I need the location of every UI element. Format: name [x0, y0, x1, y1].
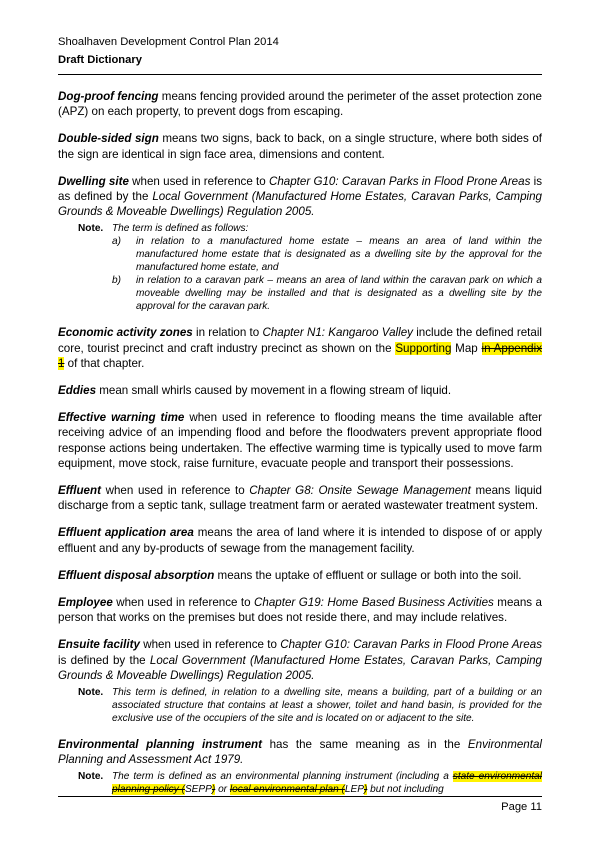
note-fragment: or: [215, 784, 230, 796]
entry-eddies: [58, 383, 542, 398]
definition-text: when used in reference to: [128, 174, 269, 188]
definition-text: when used in reference to: [100, 484, 250, 498]
term: Effluent disposal absorption: [58, 568, 215, 582]
note-environmental-planning-instrument: [78, 770, 542, 796]
term: Effective warning time: [58, 411, 185, 425]
chapter-reference: Chapter G8: Onsite Sewage Management: [249, 484, 471, 498]
term: Effluent: [58, 484, 101, 498]
note-fragment: LEP: [344, 784, 364, 796]
definition: when used in reference to flooding means the time available after receiving advice of an impending flood and before the floodwaters prevent appropriate flood response actions being undertaken. The effective warming time is typically used to move farm equipment, move stock, raise furniture, evacuate people and transport their possessions.: [58, 411, 542, 470]
definition-text: include the defined retail core, tourist precinct and craft industry precinct as shown on the: [58, 326, 542, 355]
definition-text: when used in reference to: [112, 596, 255, 610]
document-subtitle: Draft Dictionary: [58, 54, 542, 75]
term: Eddies: [58, 384, 97, 398]
chapter-reference: Chapter G19: Home Based Business Activities: [254, 596, 494, 610]
definition: means two signs, back to back, on a single structure, where both sides of the sign are identical in sign face area, dimensions and content.: [58, 132, 542, 161]
entry-effluent: [58, 483, 542, 513]
entry-employee: [58, 595, 542, 625]
dictionary-body: [58, 89, 542, 796]
note-row: [78, 770, 542, 796]
act-reference: Environmental Planning and Assessment Act 1979.: [58, 738, 542, 767]
term: Dog-proof fencing: [58, 90, 159, 103]
document-title: Shoalhaven Development Control Plan 2014: [58, 36, 279, 48]
term: Economic activity zones: [58, 326, 193, 340]
definition-text: means a person that works on the premises but does not reside there, and may include relatives.: [58, 596, 542, 625]
chapter-reference: Chapter G10: Caravan Parks in Flood Prone Areas: [280, 638, 542, 652]
note-label: Note.: [78, 223, 104, 235]
page-number: Page 11: [501, 801, 542, 813]
entry-effective-warning-time: [58, 410, 542, 471]
definition-text: when used in reference to: [139, 638, 281, 652]
definition: means the uptake of effluent or sullage or both into the soil.: [214, 568, 522, 582]
highlighted-deletion: ): [211, 784, 216, 796]
definition: mean small whirls caused by movement in a flowing stream of liquid.: [96, 384, 452, 398]
term: Dwelling site: [58, 174, 129, 188]
entry-effluent-disposal-absorption: [58, 568, 542, 583]
definition: means the area of land where it is intended to dispose of or apply effluent and any by-products of sewage from the management facility.: [58, 526, 543, 555]
note-text: [112, 770, 542, 796]
entry-environmental-planning-instrument: [58, 737, 542, 767]
page: [58, 36, 542, 808]
entry-dwelling-site: [58, 174, 542, 220]
note-item: [112, 235, 542, 274]
term: Environmental planning instrument: [58, 738, 262, 752]
item-text: in relation to a manufactured home estate – means an area of land within the manufactured home estate that is designated as a dwelling site by the approval for the manufactured home estate, and: [136, 236, 542, 274]
note-text: This term is defined, in relation to a dwelling site, means a building, part of a building or an associated structure that contains at least a shower, toilet and hand basin, is provided for the exclusive use of the occupiers of the site and is located on or adjacent to the site.: [112, 687, 542, 725]
chapter-reference: Chapter N1: Kangaroo Valley: [262, 326, 413, 340]
footer-rule: [58, 796, 542, 797]
note-fragment: but not including: [367, 784, 444, 796]
definition-text: in relation to: [192, 326, 263, 340]
term: Employee: [58, 596, 113, 610]
entry-effluent-application-area: [58, 525, 542, 555]
definition-text: of that chapter.: [64, 356, 145, 370]
definition-text: Map: [451, 341, 482, 355]
entry-economic-activity-zones: [58, 325, 542, 371]
item-text: in relation to a caravan park – means an area of land within the caravan park on which a moveable dwelling may be installed and that is designated as a dwelling site by the approval for the caravan park.: [136, 275, 542, 313]
highlighted-deletion: state environmental planning policy (: [112, 771, 542, 796]
note-fragment: SEPP: [184, 784, 212, 796]
chapter-reference: Chapter G10: Caravan Parks in Flood Prone Areas: [268, 174, 531, 188]
highlighted-deletion: ): [363, 784, 368, 796]
item-marker: b): [112, 275, 121, 287]
entry-double-sided-sign: [58, 131, 542, 161]
definition-text: means liquid discharge from a septic tank, sullage treatment farm or aerated wastewater treatment system.: [58, 484, 542, 513]
regulation-reference: Local Government (Manufactured Home Estates, Caravan Parks, Camping Grounds & Moveable Dwellings) Regulation 2005.: [58, 190, 543, 219]
entry-dog-proof-fencing: [58, 89, 542, 119]
definition-text: is as defined by the: [58, 174, 542, 204]
note-item: [112, 274, 542, 313]
term: Effluent application area: [58, 526, 194, 540]
regulation-reference: Local Government (Manufactured Home Estates, Caravan Parks, Camping Grounds & Moveable Dwellings) Regulation 2005.: [58, 653, 542, 682]
item-marker: a): [112, 236, 121, 248]
note-intro: The term is defined as follows:: [112, 223, 249, 235]
note-row: [78, 222, 542, 235]
note-items: [112, 235, 542, 313]
note-label: Note.: [78, 771, 104, 783]
definition-text: has the same meaning as in the: [261, 738, 468, 752]
entry-ensuite-facility: [58, 637, 542, 683]
note-fragment: The term is defined as an environmental planning instrument (including a: [112, 771, 453, 783]
note-label: Note.: [78, 687, 104, 699]
definition: means fencing provided around the perimeter of the asset protection zone (APZ) on each property, to prevent dogs from escaping.: [58, 90, 543, 119]
highlighted-deletion: in Appendix 1: [58, 341, 543, 370]
note-dwelling-site: [78, 222, 542, 313]
definition-text: is defined by the: [58, 653, 150, 667]
note-row: [78, 686, 542, 725]
highlighted-insertion: Supporting: [395, 341, 452, 355]
term: Ensuite facility: [58, 638, 140, 652]
term: Double-sided sign: [58, 132, 159, 146]
note-ensuite-facility: [78, 686, 542, 725]
highlighted-deletion: local environmental plan (: [229, 784, 345, 796]
